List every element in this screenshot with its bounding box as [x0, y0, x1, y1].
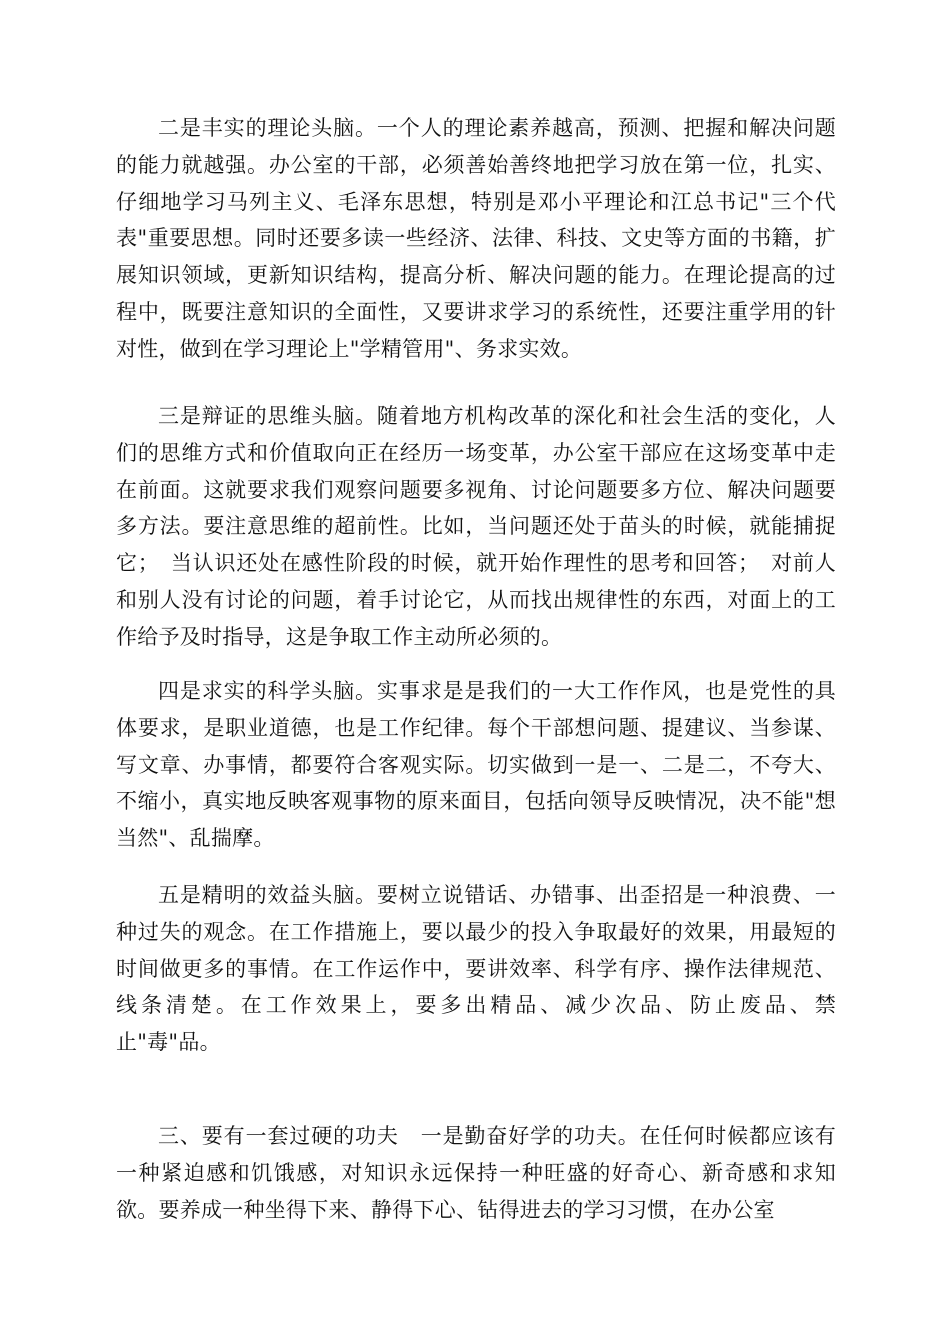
paragraph-theoretical-mind: 二是丰实的理论头脑。一个人的理论素养越高，预测、把握和解决问题的能力就越强。办公室的干部，必须善始善终地把学习放在第一位，扎实、仔细地学习马列主义、毛泽东思想，特别是邓小平理论和江总书记"三个代表"重要思想。同时还要多读一些经济、法律、科技、文史等方面的书籍，扩展知识领域，更新知识结构，提高分析、解决问题的能力。在理论提高的过程中，既要注意知识的全面性，又要讲求学习的系统性，还要注重学用的针对性，做到在学习理论上"学精管用"、务求实效。 [116, 116, 836, 361]
paragraph-dialectical-thinking: 三是辩证的思维头脑。随着地方机构改革的深化和社会生活的变化，人们的思维方式和价值取向正在经历一场变革，办公室干部应在这场变革中走在前面。这就要求我们观察问题要多视角、讨论问题要多方位、解决问题要多方法。要注意思维的超前性。比如，当问题还处于苗头的时候，就能捕捉它； 当认识还处在感性阶段的时候，就开始作理性的思考和回答； 对前人和别人没有讨论的问题，着手讨论它，从而找出规律性的东西，对面上的工作给予及时指导，这是争取工作主动所必须的。 [116, 404, 836, 649]
paragraph-scientific-mind: 四是求实的科学头脑。实事求是是我们的一大工作作风，也是党性的具体要求，是职业道德，也是工作纪律。每个干部想问题、提建议、当参谋、写文章、办事情，都要符合客观实际。切实做到一是一、二是二，不夸大、不缩小，真实地反映客观事物的原来面目，包括向领导反映情况，决不能"想当然"、乱揣摩。 [116, 679, 836, 851]
paragraph-efficiency-mind: 五是精明的效益头脑。要树立说错话、办错事、出歪招是一种浪费、一种过失的观念。在工作措施上，要以最少的投入争取最好的效果，用最短的时间做更多的事情。在工作运作中，要讲效率、科学有序、操作法律规范、线条清楚。在工作效果上，要多出精品、减少次品、防止废品、禁止"毒"品。 [116, 883, 836, 1055]
paragraph-solid-skills: 三、要有一套过硬的功夫 一是勤奋好学的功夫。在任何时候都应该有一种紧迫感和饥饿感，对知识永远保持一种旺盛的好奇心、新奇感和求知欲。要养成一种坐得下来、静得下心、钻得进去的学习习惯，在办公室 [116, 1124, 836, 1222]
document-page [116, 0, 836, 1344]
